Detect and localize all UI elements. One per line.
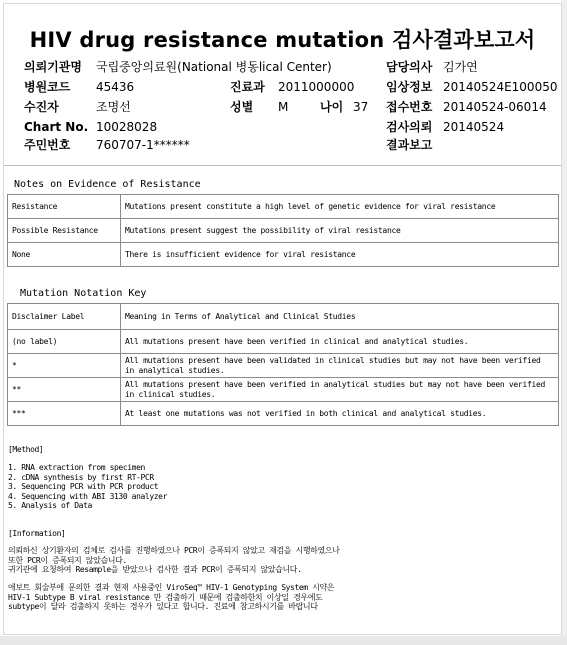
clinical-value: 20140524E100050 bbox=[443, 80, 558, 94]
table-row bbox=[8, 304, 559, 330]
divider bbox=[4, 165, 561, 166]
information-line: HIV-1 Subtype B viral resistance 만 검출하기 때문에 검출하한치 이상일 경우에도 bbox=[8, 592, 323, 602]
chart-value: 10028028 bbox=[96, 120, 158, 134]
hospital-label: 의뢰기관명 bbox=[24, 60, 82, 74]
clinical-label: 임상정보 bbox=[386, 80, 433, 94]
notation-label: *** bbox=[8, 402, 121, 426]
method-step: 1. RNA extraction from specimen bbox=[8, 463, 145, 472]
notation-text: At least one mutations was not verified in both clinical and analytical studies. bbox=[121, 402, 559, 426]
subject-value: 조명선 bbox=[96, 100, 131, 114]
information-line: 의뢰하신 상기환자의 검체로 검사를 진행하였으나 PCR이 증폭되지 않았고 재검을 시행하였으나 bbox=[8, 546, 340, 555]
dept-value: 2011000000 bbox=[278, 80, 355, 94]
evidence-text: There is insufficient evidence for viral resistance bbox=[121, 243, 559, 267]
table-row bbox=[8, 219, 559, 243]
report-title: HIV drug resistance mutation 검사결과보고서 bbox=[29, 28, 536, 52]
rrn-value: 760707-1****** bbox=[96, 138, 190, 152]
evidence-heading: Notes on Evidence of Resistance bbox=[14, 179, 201, 190]
information-line: 귀기관에 요청하여 Resample을 받았으나 검사한 결과 PCR이 증폭되지 않았습니다. bbox=[8, 565, 302, 574]
subject-label: 수진자 bbox=[24, 100, 59, 114]
table-row bbox=[8, 243, 559, 267]
information-line: 애보트 회술부에 문의한 결과 현재 사용중인 ViroSeq™ HIV-1 Genotyping System 시약은 bbox=[8, 583, 335, 592]
attending-label: 담당의사 bbox=[386, 60, 433, 74]
method-step: 3. Sequencing PCR with PCR product bbox=[8, 482, 159, 491]
method-step: 2. cDNA synthesis by first RT-PCR bbox=[8, 472, 154, 482]
notation-text: All mutations present have been verified in analytical studies but may not have been verified in clinical studies. bbox=[121, 378, 559, 402]
method-step: 5. Analysis of Data bbox=[8, 501, 92, 510]
notation-label: Disclaimer Label bbox=[8, 304, 121, 330]
evidence-text: Mutations present suggest the possibility of viral resistance bbox=[121, 219, 559, 243]
hospital-value: 국립중앙의료원(National 병동lical Center) bbox=[96, 60, 332, 74]
age-label: 나이 bbox=[320, 100, 344, 114]
method-step: 4. Sequencing with ABI 3130 analyzer bbox=[8, 491, 167, 501]
rrn-label: 주민번호 bbox=[24, 138, 71, 152]
hospital-code-value: 45436 bbox=[96, 80, 135, 94]
horizontal-scrollbar[interactable] bbox=[0, 636, 567, 645]
chart-label: Chart No. bbox=[24, 120, 89, 134]
table-row bbox=[8, 330, 559, 354]
evidence-label: Possible Resistance bbox=[8, 219, 121, 243]
notation-label: * bbox=[8, 354, 121, 378]
table-row bbox=[8, 354, 559, 378]
table-row bbox=[8, 378, 559, 402]
receipt-value: 20140524-06014 bbox=[443, 100, 547, 114]
patient-info bbox=[4, 4, 561, 164]
report-label: 결과보고 bbox=[386, 138, 433, 152]
evidence-table bbox=[7, 194, 559, 267]
table-row bbox=[8, 195, 559, 219]
evidence-label: Resistance bbox=[8, 195, 121, 219]
method-heading: [Method] bbox=[8, 445, 44, 454]
dept-label: 진료과 bbox=[230, 80, 265, 94]
notation-heading: Mutation Notation Key bbox=[20, 288, 147, 299]
notation-text: All mutations present have been verified in clinical and analytical studies. bbox=[121, 330, 559, 354]
report-page bbox=[3, 3, 562, 635]
information-heading: [Information] bbox=[8, 529, 66, 538]
hospital-code-label: 병원코드 bbox=[24, 80, 71, 94]
notation-label: ** bbox=[8, 378, 121, 402]
evidence-label: None bbox=[8, 243, 121, 267]
sex-label: 성별 bbox=[230, 100, 254, 114]
age-value: 37 bbox=[353, 100, 369, 114]
notation-text: Meaning in Terms of Analytical and Clinical Studies bbox=[121, 304, 559, 330]
attending-value: 김가연 bbox=[443, 60, 478, 74]
notation-label: (no label) bbox=[8, 330, 121, 354]
information-line: subtype이 달라 검출하지 못하는 경우가 있다고 합니다. 진료에 참고하시기를 바랍니다 bbox=[8, 602, 318, 611]
receipt-label: 접수번호 bbox=[386, 100, 433, 114]
evidence-text: Mutations present constitute a high level of genetic evidence for viral resistance bbox=[121, 195, 559, 219]
notation-text: All mutations present have been validated in clinical studies but may not have been verified in analytical studies. bbox=[121, 354, 559, 378]
information-line: 또한 PCR이 증폭되지 않았습니다. bbox=[8, 555, 127, 565]
sex-value: M bbox=[278, 100, 289, 114]
request-label: 검사의뢰 bbox=[386, 120, 433, 134]
request-value: 20140524 bbox=[443, 120, 505, 134]
table-row bbox=[8, 402, 559, 426]
notation-table bbox=[7, 303, 559, 426]
